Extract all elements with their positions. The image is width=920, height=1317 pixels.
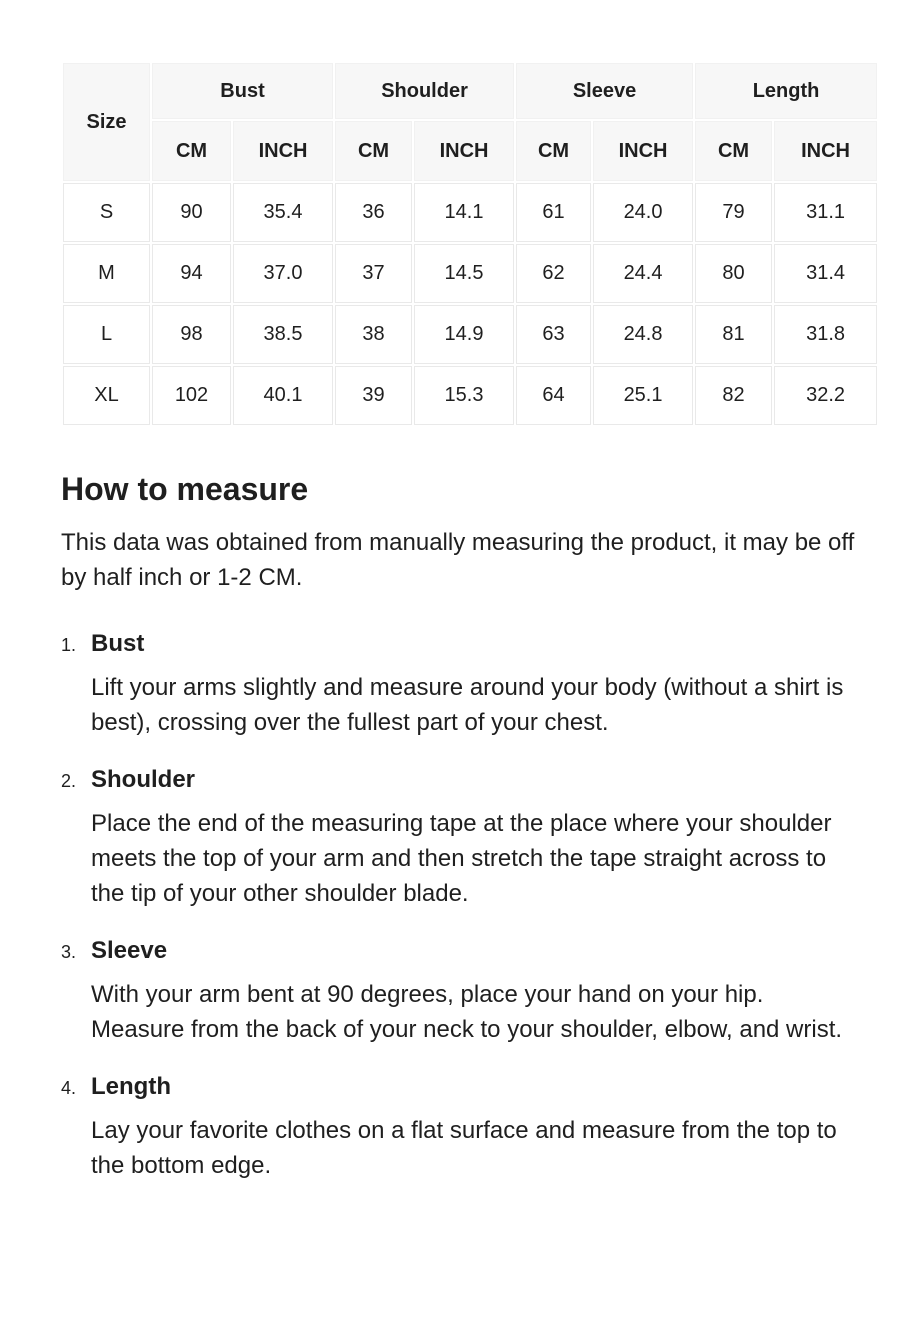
step-number: 3. xyxy=(61,942,77,962)
value-cell: 81 xyxy=(695,305,772,364)
step-term-length: Length xyxy=(91,1073,171,1100)
value-cell: 37.0 xyxy=(233,244,333,303)
table-header-group-row xyxy=(63,63,877,119)
value-cell: 38 xyxy=(335,305,412,364)
value-cell: 37 xyxy=(335,244,412,303)
measure-steps-list xyxy=(61,629,859,1183)
step-description: With your arm bent at 90 degrees, place your hand on your hip. Measure from the back of your neck to your shoulder, elbow, and wrist. xyxy=(91,981,843,1043)
step-description: Lay your favorite clothes on a flat surface and measure from the top to the bottom edge. xyxy=(91,1117,837,1179)
value-cell: 90 xyxy=(152,183,231,242)
shoulder-group-header: Shoulder xyxy=(335,63,514,119)
value-cell: 62 xyxy=(516,244,591,303)
value-cell: 64 xyxy=(516,366,591,425)
value-cell: 39 xyxy=(335,366,412,425)
table-row-size-s xyxy=(63,183,877,242)
list-item-length xyxy=(61,1072,859,1183)
measure-disclaimer-text: This data was obtained from manually measuring the product, it may be off by half inch or 1-2 CM. xyxy=(61,529,855,591)
size-column-header: Size xyxy=(63,63,150,181)
step-term-shoulder: Shoulder xyxy=(91,766,196,793)
value-cell: 32.2 xyxy=(774,366,877,425)
value-cell: 14.9 xyxy=(414,305,514,364)
step-description: Lift your arms slightly and measure around your body (without a shirt is best), crossing over the fullest part of your chest. xyxy=(91,674,844,736)
value-cell: 14.5 xyxy=(414,244,514,303)
value-cell: 79 xyxy=(695,183,772,242)
how-to-measure-heading: How to measure xyxy=(61,471,309,507)
value-cell: 63 xyxy=(516,305,591,364)
value-cell: 38.5 xyxy=(233,305,333,364)
size-chart-table xyxy=(61,61,879,427)
value-cell: 35.4 xyxy=(233,183,333,242)
value-cell: 31.8 xyxy=(774,305,877,364)
length-group-header: Length xyxy=(695,63,877,119)
value-cell: 31.1 xyxy=(774,183,877,242)
list-item-sleeve xyxy=(61,936,859,1047)
value-cell: 82 xyxy=(695,366,772,425)
sleeve-group-header: Sleeve xyxy=(516,63,693,119)
value-cell: 102 xyxy=(152,366,231,425)
value-cell: 80 xyxy=(695,244,772,303)
bust-group-header: Bust xyxy=(152,63,333,119)
length-inch-header: INCH xyxy=(774,121,877,181)
value-cell: 24.8 xyxy=(593,305,693,364)
sleeve-inch-header: INCH xyxy=(593,121,693,181)
size-cell: S xyxy=(63,183,150,242)
step-number: 4. xyxy=(61,1078,77,1098)
value-cell: 36 xyxy=(335,183,412,242)
size-cell: L xyxy=(63,305,150,364)
value-cell: 24.4 xyxy=(593,244,693,303)
value-cell: 98 xyxy=(152,305,231,364)
step-number: 1. xyxy=(61,635,77,655)
length-cm-header: CM xyxy=(695,121,772,181)
size-cell: M xyxy=(63,244,150,303)
value-cell: 61 xyxy=(516,183,591,242)
step-description: Place the end of the measuring tape at the place where your shoulder meets the top of your arm and then stretch the tape straight across to the tip of your other shoulder blade. xyxy=(91,810,832,907)
step-term-bust: Bust xyxy=(91,630,145,657)
size-cell: XL xyxy=(63,366,150,425)
list-item-shoulder xyxy=(61,765,859,911)
table-row-size-l xyxy=(63,305,877,364)
value-cell: 31.4 xyxy=(774,244,877,303)
table-row-size-xl xyxy=(63,366,877,425)
bust-inch-header: INCH xyxy=(233,121,333,181)
value-cell: 40.1 xyxy=(233,366,333,425)
value-cell: 14.1 xyxy=(414,183,514,242)
list-item-bust xyxy=(61,629,859,740)
value-cell: 24.0 xyxy=(593,183,693,242)
table-header-unit-row xyxy=(63,121,877,181)
shoulder-cm-header: CM xyxy=(335,121,412,181)
table-row-size-m xyxy=(63,244,877,303)
shoulder-inch-header: INCH xyxy=(414,121,514,181)
sleeve-cm-header: CM xyxy=(516,121,591,181)
value-cell: 15.3 xyxy=(414,366,514,425)
step-term-sleeve: Sleeve xyxy=(91,937,168,964)
bust-cm-header: CM xyxy=(152,121,231,181)
value-cell: 94 xyxy=(152,244,231,303)
value-cell: 25.1 xyxy=(593,366,693,425)
step-number: 2. xyxy=(61,771,77,791)
